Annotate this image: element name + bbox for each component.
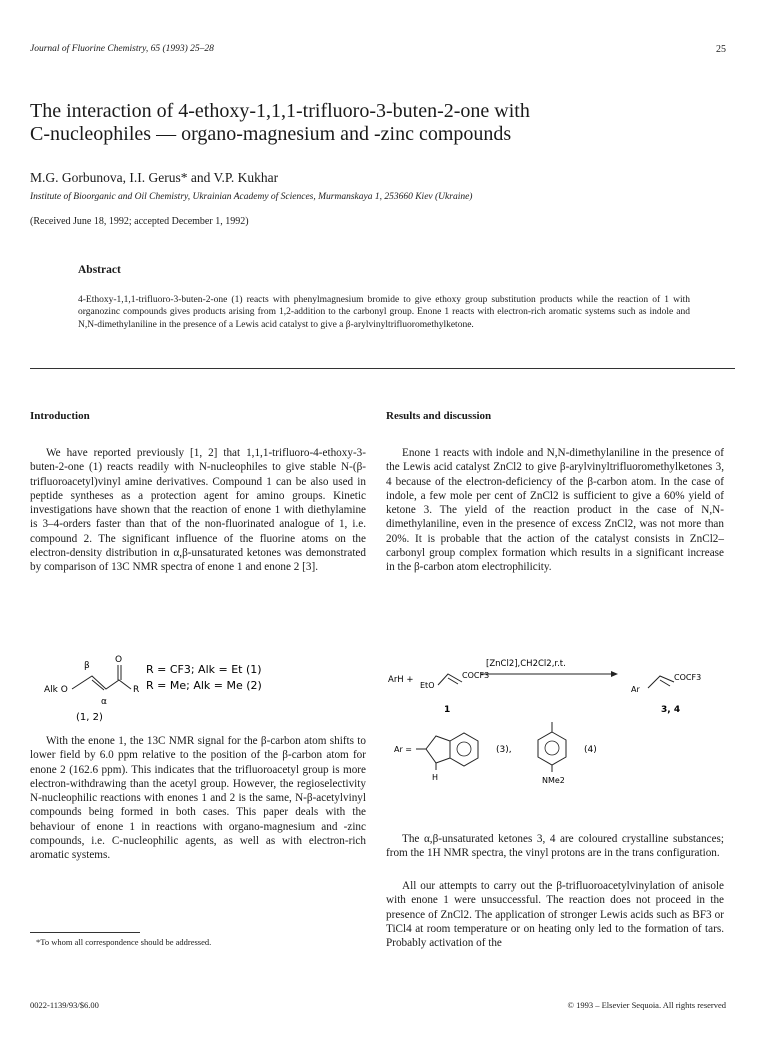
cocf3-left-label: COCF3 <box>462 671 490 680</box>
compound-4-label: (4) <box>584 745 597 755</box>
affiliation: Institute of Bioorganic and Oil Chemistry, Ukrainian Academy of Sciences, Murmanskaya 1, 253660 Kiev (Ukraine) <box>30 192 473 202</box>
copyright: © 1993 – Elsevier Sequoia. All rights reserved <box>567 1000 726 1010</box>
beta-label: β <box>84 661 90 671</box>
title-line-2: C-nucleophiles — organo-magnesium and -zinc compounds <box>30 123 512 145</box>
authors: M.G. Gorbunova, I.I. Gerus* and V.P. Kukhar <box>30 170 279 185</box>
received-dates: (Received June 18, 1992; accepted December 1, 1992) <box>30 216 249 227</box>
title-line-1: The interaction of 4-ethoxy-1,1,1-trifluoro-3-buten-2-one with <box>30 100 530 122</box>
results-paragraph-1: Enone 1 reacts with indole and N,N-dimethylaniline in the presence of the Lewis acid catalyst ZnCl2 to give β-arylvinyltrifluoromethylketones 3, 4 because of the electron-deficiency of the β-carbon atom. In the case of indole, a few mole per cent of ZnCl2 is sufficient to give a 60% yield of ketone 3. The yield of the reaction product in the case of N,N-dimethylaniline, even in the presence of excess ZnCl2, was not more than 20%. It is probable that the action of the catalyst consists in ZnCl2–carbonyl group complex formation which results in a significant increase in the β-carbon atom electrophilicity. <box>386 447 724 574</box>
arh-label: ArH + <box>388 675 414 685</box>
introduction-paragraph-2: With the enone 1, the 13C NMR signal for the β-carbon atom shifts to lower field by 6.0 ppm relative to the position of the β-carbon atom for enone 2 (162.6 ppm). This indicates that the trifluoroacetyl group is more electron-withdrawing than the acetyl group. However, the regioselectivity N-nucleophilic reactions with enones 1 and 2 is the same, N-β-acetylvinyl compounds being formed in both cases. This paper deals with the behaviour of enone 1 in reactions with organo-magnesium and -zinc compounds, i.e. C-nucleophilic agents, as well as with electron-rich aromatic systems. <box>30 735 366 862</box>
footnote-divider <box>30 932 140 933</box>
arrow-head <box>611 671 618 677</box>
nme2-label: NMe2 <box>542 776 565 785</box>
r-label: R <box>133 685 140 695</box>
compound-34-label: 3, 4 <box>661 705 681 715</box>
section-divider <box>30 368 735 369</box>
abstract-text: 4-Ethoxy-1,1,1-trifluoro-3-buten-2-one (1) reacts with phenylmagnesium bromide to give ethoxy group substitution products while the reaction of 1 with organozinc compounds gives products arising from 1,2-addition to the carbonyl group. Enone 1 reacts with electron-rich aromatic systems such as indole and N,N-dimethylaniline in the presence of a Lewis acid catalyst to give a β-arylvinyltrifluoromethylketone. <box>78 295 690 330</box>
ar-product-label: Ar <box>631 685 640 694</box>
compound-3-label: (3), <box>496 745 512 755</box>
oxygen-label: O <box>115 655 123 665</box>
results-paragraph-3: All our attempts to carry out the β-trifluoroacetylvinylation of anisole with enone 1 were unsuccessful. The reaction does not proceed in the presence of ZnCl2. The application of stronger Lewis acids such as BF3 or TiCl4 at room temperature or on heating only led to the formation of tars. Probably activation of the <box>386 880 724 950</box>
reaction-scheme <box>386 652 724 817</box>
r-definition-2: R = Me; Alk = Me (2) <box>146 679 262 692</box>
paper-title <box>30 100 730 146</box>
footnote: *To whom all correspondence should be addressed. <box>36 937 212 947</box>
reagents-label: [ZnCl2],CH2Cl2,r.t. <box>486 659 566 669</box>
alk-o-label: Alk O <box>44 685 68 695</box>
ar-equals-label: Ar = <box>394 745 413 754</box>
eto-label: EtO <box>420 681 435 690</box>
results-paragraph-2: The α,β-unsaturated ketones 3, 4 are coloured crystalline substances; from the 1H NMR spectra, the vinyl protons are in the trans configuration. <box>386 833 724 860</box>
chain-bonds <box>72 676 131 689</box>
product-double-bond <box>660 680 670 686</box>
indole-aromatic-circle <box>457 742 471 756</box>
indole-pyrrole-ring <box>426 736 450 763</box>
journal-header: Journal of Fluorine Chemistry, 65 (1993) 25–28 <box>30 44 214 54</box>
introduction-paragraph-1: We have reported previously [1, 2] that 1,1,1-trifluoro-4-ethoxy-3-buten-2-one (1) reacts readily with N-nucleophiles to give stable N-(β-trifluoroacetyl)vinyl amine derivatives. Compound 1 can be also used in peptide syntheses as a protection agent for amino groups. Kinetic investigations have shown that the reaction of enone 1 with diethylamine is 3–4-orders faster than that of the non-fluorinated analogue of 1, i.e. compound 2. The significant influence of the fluorine atoms on the electron-density distribution in α,β-unsaturated ketones was demonstrated by comparison of 13C NMR spectra of enone 1 and enone 2 [3]. <box>30 447 366 574</box>
introduction-heading: Introduction <box>30 410 90 422</box>
structure-label: (1, 2) <box>76 712 103 723</box>
indole-benzene-ring <box>450 733 478 766</box>
h-label: H <box>432 773 439 782</box>
page-number: 25 <box>716 44 726 55</box>
issn-price: 0022-1139/93/$6.00 <box>30 1000 99 1010</box>
results-heading: Results and discussion <box>386 410 492 422</box>
compound-1-label: 1 <box>444 705 451 715</box>
enone-structure <box>30 652 366 724</box>
abstract-heading: Abstract <box>78 264 121 276</box>
aniline-aromatic-circle <box>545 741 559 755</box>
aniline-ring <box>538 732 566 765</box>
alpha-label: α <box>101 697 107 707</box>
r-definition-1: R = CF3; Alk = Et (1) <box>146 663 262 676</box>
product-bonds <box>648 676 674 688</box>
cocf3-right-label: COCF3 <box>674 673 702 682</box>
